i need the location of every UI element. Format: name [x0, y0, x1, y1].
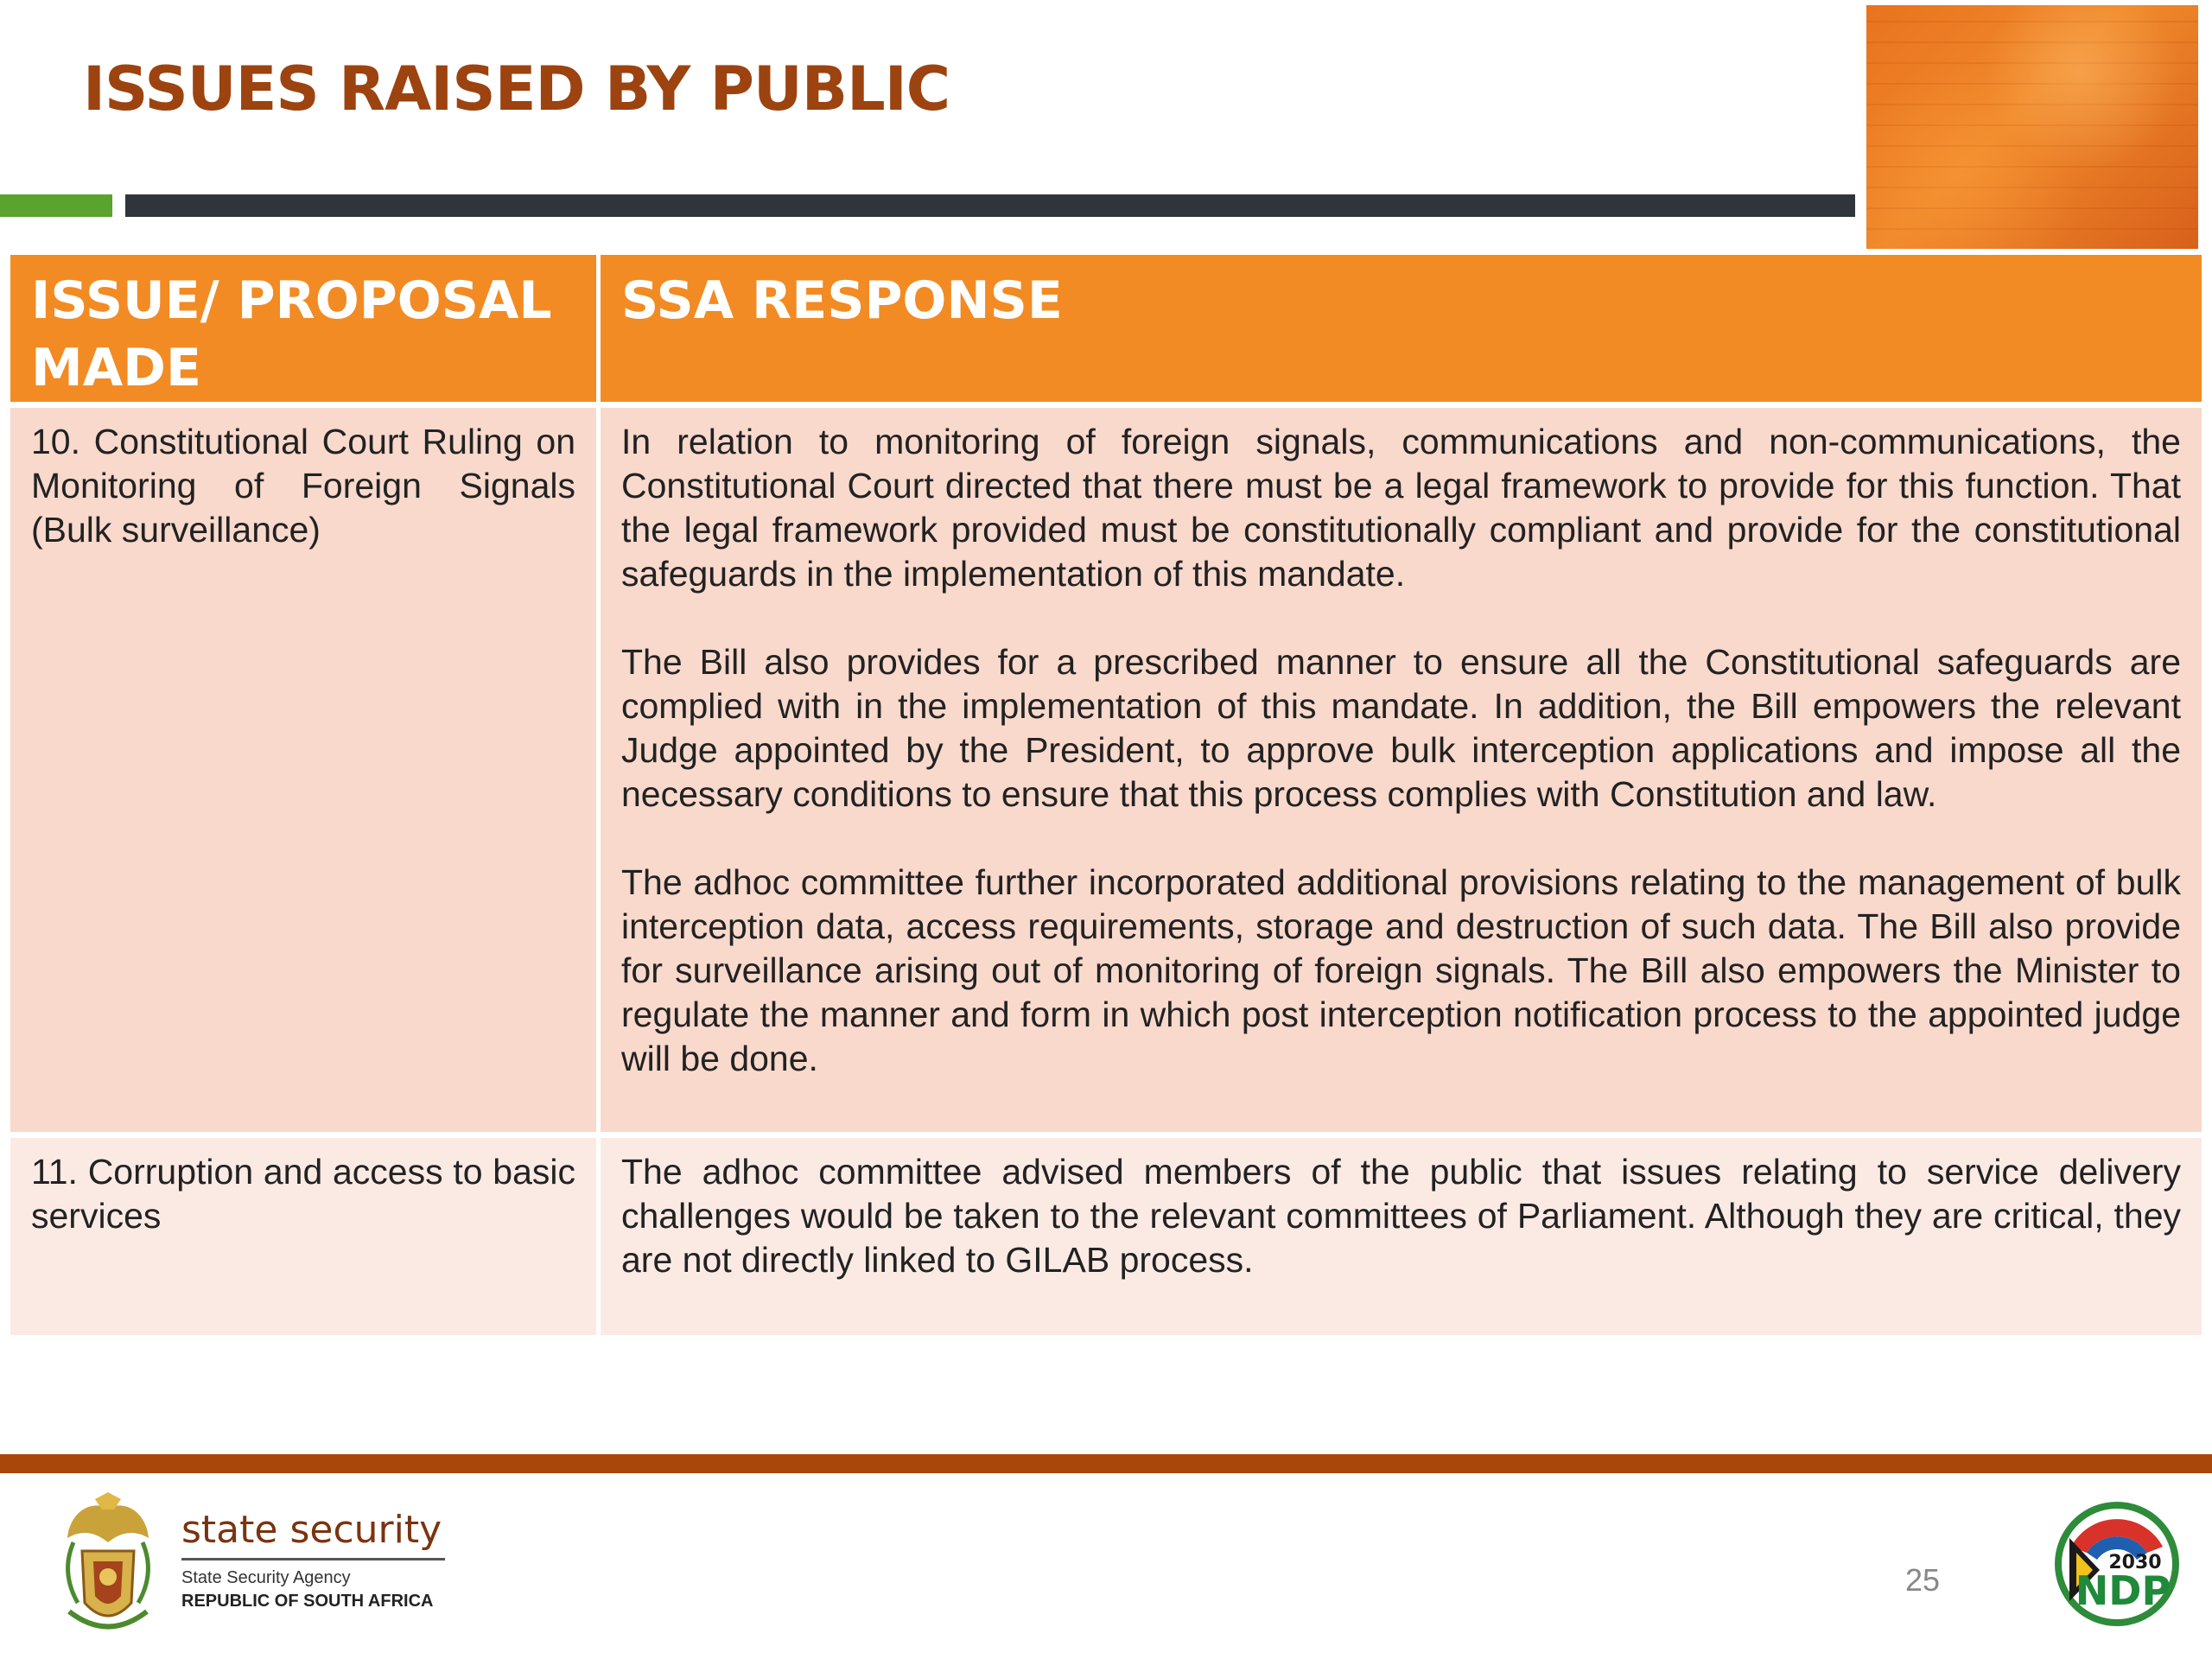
ndp-text: NDP: [2075, 1567, 2171, 1614]
page-number: 25: [1905, 1562, 1941, 1598]
row-11-response: [601, 1138, 2202, 1282]
row-10-response-paragraph-1: In relation to monitoring of foreign signals, communications and non-communications, the Constitutional Court directed that there must be a legal framework to provide for this function. That the legal framework provided must be constitutionally compliant and provide for the constitutional safeguards in the implementation of this mandate.: [621, 422, 2181, 594]
accent-bar-dark: [125, 194, 1855, 217]
header-response-label: SSA RESPONSE: [621, 270, 1063, 331]
row-10-response: [601, 408, 2202, 1081]
issues-table: [10, 255, 2202, 1335]
ndp-year: 2030: [2108, 1552, 2162, 1573]
row-10-response-paragraph-3: The adhoc committee further incorporated additional provisions relating to the management of bulk interception data, access requirements, storage and destruction of such data. The Bill also provide for surveillance arising out of monitoring of foreign signals. The Bill also empowers the Minister to regulate the manner and form in which post interception notification process to the appointed judge will be done.: [621, 862, 2181, 1078]
row-11-issue-cell: [10, 1138, 596, 1335]
ndp-2030-logo-icon: [2052, 1499, 2182, 1629]
row-10-response-paragraph-2: The Bill also provides for a prescribed manner to ensure all the Constitutional safeguards are complied with in the implementation of this mandate. In addition, the Bill empowers the relevant Judge appointed by the President, to approve bulk interception applications and impose all the necessary conditions to ensure that this process complies with Constitution and law.: [621, 642, 2181, 814]
row-11-issue-text: 11. Corruption and access to basic services: [31, 1152, 575, 1236]
brand-name: state security: [181, 1508, 442, 1552]
brand-divider: [181, 1558, 445, 1560]
row-10-issue-cell: [10, 408, 596, 1132]
row-10-issue-text: 10. Constitutional Court Ruling on Monitoring of Foreign Signals (Bulk surveillance): [31, 422, 575, 550]
header-response-cell: [601, 255, 2202, 402]
row-11-response-cell: [601, 1138, 2202, 1335]
country-name: REPUBLIC OF SOUTH AFRICA: [181, 1592, 434, 1611]
footer-rule: [0, 1454, 2212, 1473]
agency-name: State Security Agency: [181, 1568, 351, 1587]
row-10-response-cell: [601, 408, 2202, 1132]
coat-of-arms-icon: [52, 1491, 164, 1637]
decorative-orange-image: [1866, 5, 2198, 249]
header-issue-cell: [10, 255, 596, 402]
accent-bar-green: [0, 194, 112, 217]
row-11-response-paragraph-1: The adhoc committee advised members of the public that issues relating to service delivery challenges would be taken to the relevant committees of Parliament. Although they are critical, they are not directly linked to GILAB process.: [621, 1152, 2181, 1280]
header-issue-label: ISSUE/ PROPOSAL MADE: [31, 270, 552, 398]
slide-title: ISSUES RAISED BY PUBLIC: [83, 54, 950, 124]
